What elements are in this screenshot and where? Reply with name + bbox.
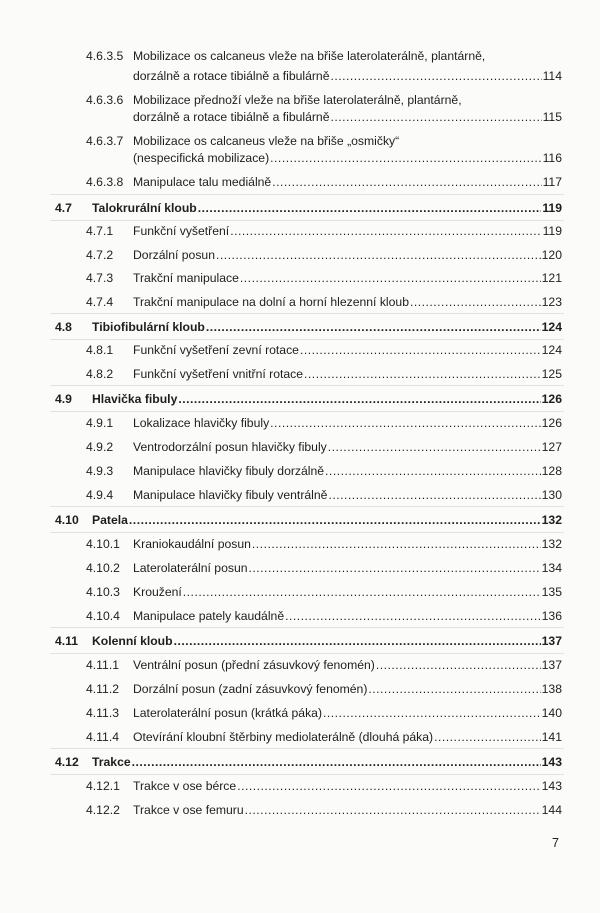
entry-title-line1: Mobilizace os calcaneus vleže na břiše laterolaterálně, plantárně, xyxy=(133,49,486,63)
entry-number: 4.12.1 xyxy=(86,779,120,793)
entry-page: 143 xyxy=(541,755,562,769)
section-divider xyxy=(50,220,564,221)
toc-entry[interactable] xyxy=(0,561,600,578)
entry-number: 4.10.2 xyxy=(86,561,120,575)
entry-number: 4.11.1 xyxy=(86,658,119,672)
entry-title: Trakce v ose femuru xyxy=(133,803,244,817)
section-divider xyxy=(50,194,564,195)
dot-leader xyxy=(183,585,541,599)
entry-number: 4.8 xyxy=(55,320,72,334)
entry-number: 4.10 xyxy=(55,513,79,527)
dot-leader xyxy=(323,706,541,720)
entry-title-line1: Mobilizace os calcaneus vleže na břiše „osmičky“ xyxy=(133,134,400,148)
toc-entry[interactable] xyxy=(0,416,600,433)
dot-leader xyxy=(237,779,540,793)
section-divider xyxy=(50,627,564,628)
toc-section[interactable] xyxy=(0,513,600,530)
entry-number: 4.12.2 xyxy=(86,803,120,817)
entry-title: Manipulace talu mediálně xyxy=(133,175,272,189)
entry-number: 4.10.4 xyxy=(86,609,120,623)
toc-section[interactable] xyxy=(0,201,600,218)
entry-page: 121 xyxy=(541,271,562,285)
entry-title: Laterolaterální posun xyxy=(133,561,248,575)
entry-number: 4.6.3.5 xyxy=(86,49,124,63)
toc-entry[interactable] xyxy=(0,682,600,699)
toc-entry[interactable] xyxy=(0,609,600,626)
entry-number: 4.12 xyxy=(55,755,79,769)
toc-entry[interactable] xyxy=(0,585,600,602)
entry-page: 124 xyxy=(541,320,562,334)
entry-page: 125 xyxy=(541,367,562,381)
entry-number: 4.10.1 xyxy=(86,537,120,551)
entry-title: Manipulace pately kaudálně xyxy=(133,609,285,623)
entry-title: Dorzální posun xyxy=(133,248,215,262)
dot-leader xyxy=(272,175,541,189)
toc-entry[interactable] xyxy=(0,658,600,675)
toc-entry-continued[interactable] xyxy=(0,110,600,127)
entry-title: Trakce xyxy=(92,755,131,769)
entry-page: 119 xyxy=(542,201,562,215)
toc-entry[interactable] xyxy=(0,464,600,481)
entry-page: 143 xyxy=(541,779,562,793)
dot-leader xyxy=(285,609,541,623)
entry-number: 4.10.3 xyxy=(86,585,120,599)
toc-section[interactable] xyxy=(0,320,600,337)
entry-page: 134 xyxy=(541,561,562,575)
dot-leader xyxy=(410,295,541,309)
section-divider xyxy=(50,313,564,314)
entry-title: Trakční manipulace na dolní a horní hlezenní kloub xyxy=(133,295,409,309)
entry-page: 135 xyxy=(541,585,562,599)
entry-title: Talokrurální kloub xyxy=(92,201,197,215)
entry-page: 117 xyxy=(542,175,562,189)
entry-page: 137 xyxy=(541,658,562,672)
entry-title: Funkční vyšetření zevní rotace xyxy=(133,343,299,357)
entry-title: Manipulace hlavičky fibuly ventrálně xyxy=(133,488,328,502)
toc-entry-continued[interactable] xyxy=(0,69,600,86)
toc-section[interactable] xyxy=(0,392,600,409)
entry-title: Ventrodorzální posun hlavičky fibuly xyxy=(133,440,327,454)
entry-number: 4.11.4 xyxy=(86,730,119,744)
entry-number: 4.8.2 xyxy=(86,367,114,381)
dot-leader xyxy=(304,367,541,381)
entry-page: 144 xyxy=(541,803,562,817)
section-divider xyxy=(50,506,564,507)
entry-page: 120 xyxy=(541,248,562,262)
entry-title: Trakce v ose bérce xyxy=(133,779,237,793)
entry-number: 4.6.3.7 xyxy=(86,134,124,148)
dot-leader xyxy=(300,343,541,357)
entry-title: Kroužení xyxy=(133,585,182,599)
section-divider xyxy=(50,774,564,775)
dot-leader xyxy=(434,730,541,744)
entry-page: 124 xyxy=(541,343,562,357)
toc-entry[interactable] xyxy=(0,706,600,723)
entry-page: 138 xyxy=(541,682,562,696)
dot-leader xyxy=(178,392,540,406)
entry-title: Kolenní kloub xyxy=(92,634,173,648)
entry-number: 4.6.3.6 xyxy=(86,93,124,107)
section-divider xyxy=(50,385,564,386)
entry-page: 132 xyxy=(541,537,562,551)
toc-entry[interactable] xyxy=(0,248,600,265)
dot-leader xyxy=(230,224,541,238)
toc-entry[interactable] xyxy=(0,537,600,554)
entry-page: 141 xyxy=(541,730,562,744)
toc-entry[interactable] xyxy=(0,367,600,384)
entry-title: Hlavička fibuly xyxy=(92,392,178,406)
entry-number: 4.7.4 xyxy=(86,295,114,309)
entry-number: 4.9.4 xyxy=(86,488,114,502)
toc-entry[interactable] xyxy=(0,440,600,457)
entry-number: 4.8.1 xyxy=(86,343,114,357)
section-divider xyxy=(50,411,564,412)
toc-entry[interactable] xyxy=(0,224,600,241)
entry-title: (nespecifická mobilizace) xyxy=(133,151,270,165)
section-divider xyxy=(50,748,564,749)
toc-entry[interactable] xyxy=(0,134,600,151)
entry-page: 132 xyxy=(541,513,562,527)
entry-number: 4.7.1 xyxy=(86,224,114,238)
dot-leader xyxy=(249,561,541,575)
entry-title: Dorzální posun (zadní zásuvkový fenomén) xyxy=(133,682,368,696)
toc-entry[interactable] xyxy=(0,803,600,820)
entry-number: 4.9.3 xyxy=(86,464,114,478)
dot-leader xyxy=(240,271,541,285)
dot-leader xyxy=(129,513,541,527)
toc-section[interactable] xyxy=(0,755,600,772)
dot-leader xyxy=(368,682,540,696)
dot-leader xyxy=(252,537,541,551)
entry-title-line1: Mobilizace přednoží vleže na břiše laterolaterálně, plantárně, xyxy=(133,93,462,107)
dot-leader xyxy=(325,464,541,478)
dot-leader xyxy=(206,320,541,334)
entry-page: 119 xyxy=(542,224,562,238)
entry-number: 4.9.2 xyxy=(86,440,114,454)
dot-leader xyxy=(270,416,540,430)
dot-leader xyxy=(270,151,541,165)
entry-page: 136 xyxy=(541,609,562,623)
entry-number: 4.11.3 xyxy=(86,706,119,720)
section-divider xyxy=(50,339,564,340)
entry-title: Manipulace hlavičky fibuly dorzálně xyxy=(133,464,325,478)
entry-page: 137 xyxy=(541,634,562,648)
toc-entry[interactable] xyxy=(0,271,600,288)
dot-leader xyxy=(330,69,541,83)
entry-page: 127 xyxy=(541,440,562,454)
entry-title: Laterolaterální posun (krátká páka) xyxy=(133,706,323,720)
toc-entry[interactable] xyxy=(0,93,600,110)
toc-entry[interactable] xyxy=(0,730,600,747)
entry-page: 115 xyxy=(542,110,562,124)
toc-entry[interactable] xyxy=(0,779,600,796)
toc-entry[interactable] xyxy=(0,488,600,505)
toc-entry-continued[interactable] xyxy=(0,151,600,168)
entry-title: dorzálně a rotace tibiálně a fibulárně xyxy=(133,110,330,124)
entry-page: 140 xyxy=(541,706,562,720)
dot-leader xyxy=(328,440,541,454)
entry-number: 4.7.3 xyxy=(86,271,114,285)
dot-leader xyxy=(174,634,541,648)
section-divider xyxy=(50,653,564,654)
entry-page: 126 xyxy=(541,392,562,406)
entry-page: 123 xyxy=(541,295,562,309)
entry-page: 126 xyxy=(541,416,562,430)
dot-leader xyxy=(245,803,541,817)
entry-number: 4.9.1 xyxy=(86,416,114,430)
toc-section[interactable] xyxy=(0,634,600,651)
entry-number: 4.11 xyxy=(55,634,79,648)
entry-title: Funkční vyšetření xyxy=(133,224,230,238)
entry-number: 4.9 xyxy=(55,392,72,406)
entry-number: 4.7 xyxy=(55,201,72,215)
entry-title: Otevírání kloubní štěrbiny mediolaterálně (dlouhá páka) xyxy=(133,730,434,744)
entry-page: 114 xyxy=(542,69,562,83)
entry-title: Ventrální posun (přední zásuvkový fenomén) xyxy=(133,658,375,672)
dot-leader xyxy=(330,110,541,124)
dot-leader xyxy=(132,755,541,769)
section-divider xyxy=(50,532,564,533)
toc-entry[interactable] xyxy=(0,343,600,360)
entry-title: dorzálně a rotace tibiálně a fibulárně xyxy=(133,69,330,83)
entry-number: 4.6.3.8 xyxy=(86,175,124,189)
entry-title: Lokalizace hlavičky fibuly xyxy=(133,416,270,430)
entry-page: 116 xyxy=(542,151,562,165)
entry-title: Trakční manipulace xyxy=(133,271,239,285)
entry-page: 130 xyxy=(541,488,562,502)
entry-number: 4.11.2 xyxy=(86,682,119,696)
toc-entry[interactable] xyxy=(0,49,600,66)
entry-number: 4.7.2 xyxy=(86,248,114,262)
entry-title: Patela xyxy=(92,513,128,527)
dot-leader xyxy=(376,658,541,672)
dot-leader xyxy=(216,248,541,262)
entry-title: Kraniokaudální posun xyxy=(133,537,251,551)
page-number: 7 xyxy=(552,836,559,850)
toc-entry[interactable] xyxy=(0,295,600,312)
dot-leader xyxy=(198,201,542,215)
toc-entry[interactable] xyxy=(0,175,600,192)
dot-leader xyxy=(328,488,540,502)
entry-page: 128 xyxy=(541,464,562,478)
entry-title: Tibiofibulární kloub xyxy=(92,320,205,334)
entry-title: Funkční vyšetření vnitřní rotace xyxy=(133,367,304,381)
